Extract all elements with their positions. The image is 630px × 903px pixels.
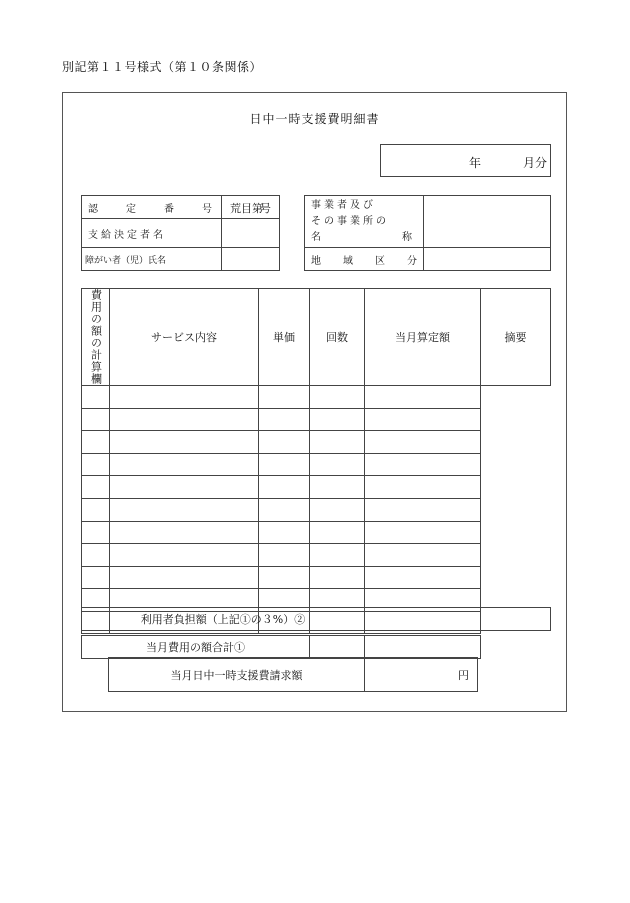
- provider-label: 事業者及び その事業所の 名 称: [305, 196, 424, 248]
- calc-cell-count[interactable]: [259, 431, 310, 454]
- calc-cell-remarks[interactable]: [365, 431, 481, 454]
- calc-cell-monthly-amount[interactable]: [310, 521, 365, 544]
- calc-cell-service[interactable]: [82, 386, 110, 409]
- calc-cell-unit-price[interactable]: [110, 521, 259, 544]
- calc-cell-unit-price[interactable]: [110, 498, 259, 521]
- calc-cell-count[interactable]: [259, 544, 310, 567]
- calc-cell-unit-price[interactable]: [110, 544, 259, 567]
- calc-cell-service[interactable]: [82, 408, 110, 431]
- calc-cell-unit-price[interactable]: [110, 476, 259, 499]
- header-remarks: 摘要: [481, 289, 551, 386]
- calc-cell-remarks[interactable]: [365, 476, 481, 499]
- cert-number-label: 認 定 番 号: [82, 196, 222, 219]
- calc-cell-count[interactable]: [259, 453, 310, 476]
- recipient-info-table: [81, 195, 280, 271]
- burden-table: [81, 607, 551, 631]
- total-amount-field[interactable]: [310, 634, 365, 658]
- calc-cell-unit-price[interactable]: [110, 453, 259, 476]
- claim-table: [108, 657, 478, 692]
- calc-cell-remarks[interactable]: [365, 408, 481, 431]
- cert-suffix: 号: [260, 202, 271, 215]
- calc-row: [82, 521, 551, 544]
- claim-amount-field[interactable]: [365, 658, 478, 692]
- calc-cell-remarks[interactable]: [365, 453, 481, 476]
- calc-cell-monthly-amount[interactable]: [310, 544, 365, 567]
- burden-label: 利用者負担額（上記①の３%）②: [82, 608, 365, 631]
- calc-row: [82, 408, 551, 431]
- calc-cell-monthly-amount[interactable]: [310, 431, 365, 454]
- claim-unit: 円: [458, 668, 469, 682]
- calc-side-label-cell: [82, 289, 110, 386]
- calc-cell-monthly-amount[interactable]: [310, 386, 365, 409]
- region-field[interactable]: [424, 248, 551, 271]
- calc-row: [82, 498, 551, 521]
- month-label: 月分: [523, 156, 548, 170]
- calc-cell-service[interactable]: [82, 476, 110, 499]
- calc-cell-count[interactable]: [259, 566, 310, 589]
- calc-cell-monthly-amount[interactable]: [310, 408, 365, 431]
- calc-cell-count[interactable]: [259, 521, 310, 544]
- calc-row: [82, 566, 551, 589]
- calc-row: [82, 453, 551, 476]
- period-field[interactable]: [380, 144, 551, 177]
- year-label: 年: [469, 156, 482, 170]
- calc-cell-count[interactable]: [259, 476, 310, 499]
- calc-cell-count[interactable]: [259, 498, 310, 521]
- calc-row: [82, 476, 551, 499]
- calc-cell-remarks[interactable]: [365, 566, 481, 589]
- calc-cell-service[interactable]: [82, 453, 110, 476]
- total-label: 当月費用の額合計①: [82, 634, 310, 658]
- burden-remarks-field[interactable]: [481, 608, 551, 631]
- header-unit-price: 単価: [259, 289, 310, 386]
- calc-cell-unit-price[interactable]: [110, 408, 259, 431]
- provider-field[interactable]: [424, 196, 551, 248]
- calc-cell-monthly-amount[interactable]: [310, 566, 365, 589]
- calc-cell-remarks[interactable]: [365, 521, 481, 544]
- payee-field[interactable]: [222, 219, 280, 248]
- calc-row: [82, 386, 551, 409]
- calc-row: [82, 431, 551, 454]
- calc-cell-service[interactable]: [82, 521, 110, 544]
- page-title: 日中一時支援費明細書: [249, 112, 380, 126]
- calc-cell-monthly-amount[interactable]: [310, 476, 365, 499]
- cert-number-field[interactable]: [222, 196, 280, 219]
- calc-side-label: 費用の額の計算欄: [89, 289, 103, 385]
- child-name-label: 障がい者（児）氏名: [82, 248, 222, 271]
- form-caption: 別記第１１号様式（第１０条関係）: [62, 60, 263, 74]
- calculation-table: [81, 288, 551, 659]
- provider-info-table: [304, 195, 551, 271]
- header-monthly-amount: 当月算定額: [365, 289, 481, 386]
- calc-cell-monthly-amount[interactable]: [310, 453, 365, 476]
- calc-cell-unit-price[interactable]: [110, 431, 259, 454]
- calc-cell-remarks[interactable]: [365, 498, 481, 521]
- calc-cell-remarks[interactable]: [365, 544, 481, 567]
- calc-row: [82, 544, 551, 567]
- child-name-field[interactable]: [222, 248, 280, 271]
- calc-cell-service[interactable]: [82, 566, 110, 589]
- calc-cell-remarks[interactable]: [365, 386, 481, 409]
- burden-amount-field[interactable]: [365, 608, 481, 631]
- calc-cell-unit-price[interactable]: [110, 566, 259, 589]
- total-remarks-field[interactable]: [365, 634, 481, 658]
- calc-cell-count[interactable]: [259, 386, 310, 409]
- header-service: サービス内容: [110, 289, 259, 386]
- calc-cell-unit-price[interactable]: [110, 386, 259, 409]
- calc-cell-service[interactable]: [82, 544, 110, 567]
- header-count: 回数: [310, 289, 365, 386]
- claim-label: 当月日中一時支援費請求額: [109, 658, 365, 692]
- calc-cell-monthly-amount[interactable]: [310, 498, 365, 521]
- cert-prefix: 荒目第: [230, 202, 263, 215]
- region-label: 地 域 区 分: [305, 248, 424, 271]
- payee-label: 支給決定者名: [82, 219, 222, 248]
- calc-cell-service[interactable]: [82, 431, 110, 454]
- calc-cell-service[interactable]: [82, 498, 110, 521]
- calc-cell-count[interactable]: [259, 408, 310, 431]
